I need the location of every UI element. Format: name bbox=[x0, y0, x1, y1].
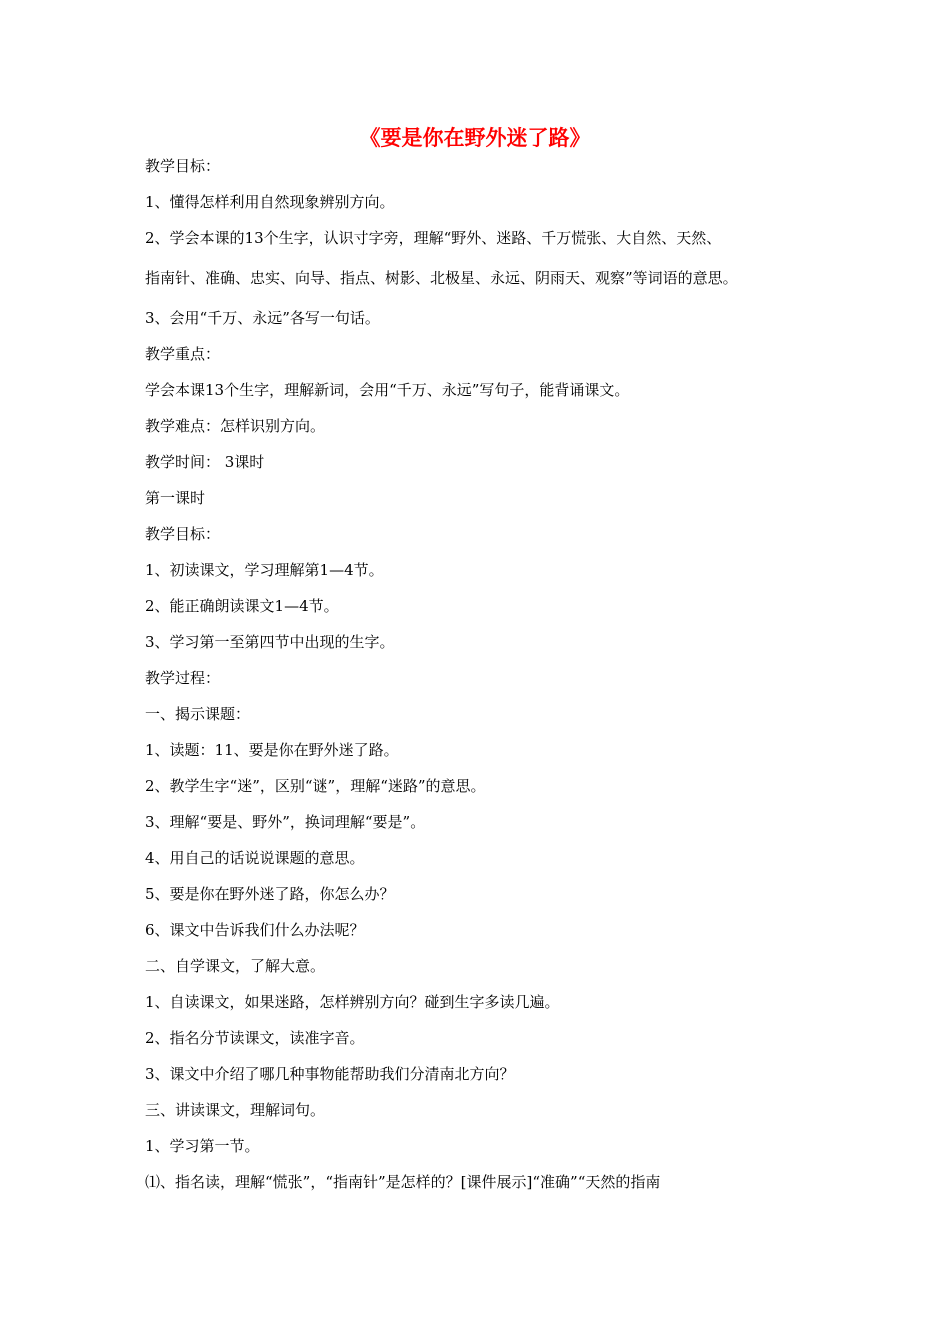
part-one-item-1: 1、读题：11、要是你在野外迷了路。 bbox=[145, 741, 399, 759]
lesson-goal-item-2: 2、能正确朗读课文1—4节。 bbox=[145, 597, 339, 615]
part-two-item-1: 1、自读课文，如果迷路，怎样辨别方向？碰到生字多读几遍。 bbox=[145, 993, 560, 1011]
document-title: 《要是你在野外迷了路》 bbox=[359, 126, 591, 150]
part-three-subitem-1: ⑴、指名读，理解“慌张”，“指南针”是怎样的？[课件展示]“准确”“天然的指南 bbox=[145, 1173, 661, 1191]
lesson-goals-heading: 教学目标： bbox=[145, 525, 221, 543]
lesson-goal-item-1: 1、初读课文，学习理解第1—4节。 bbox=[145, 561, 384, 579]
process-heading: 教学过程： bbox=[145, 669, 221, 687]
goal-item-2: 2、学会本课的13个生字，认识寸字旁，理解“野外、迷路、千万慌张、大自然、天然、 bbox=[145, 229, 722, 247]
section-heading-teaching-goals: 教学目标： bbox=[145, 157, 221, 175]
part-one-item-4: 4、用自己的话说说课题的意思。 bbox=[145, 849, 365, 867]
part-two-item-2: 2、指名分节读课文，读准字音。 bbox=[145, 1029, 365, 1047]
lesson-one-heading: 第一课时 bbox=[145, 489, 206, 507]
section-heading-key-points: 教学重点： bbox=[145, 345, 221, 363]
difficulty-text: 教学难点：怎样识别方向。 bbox=[145, 417, 326, 435]
part-one-item-2: 2、教学生字“迷”，区别“谜”，理解“迷路”的意思。 bbox=[145, 777, 486, 795]
goal-item-3: 3、会用“千万、永远”各写一句话。 bbox=[145, 309, 380, 327]
part-one-item-6: 6、课文中告诉我们什么办法呢？ bbox=[145, 921, 365, 939]
part-one-heading: 一、揭示课题： bbox=[145, 705, 251, 723]
part-two-item-3: 3、课文中介绍了哪几种事物能帮助我们分清南北方向？ bbox=[145, 1065, 515, 1083]
goal-item-1: 1、懂得怎样利用自然现象辨别方向。 bbox=[145, 193, 395, 211]
part-two-heading: 二、自学课文，了解大意。 bbox=[145, 957, 326, 975]
goal-item-2-continued: 指南针、准确、忠实、向导、指点、树影、北极星、永远、阴雨天、观察”等词语的意思。 bbox=[145, 269, 738, 287]
part-three-item-1: 1、学习第一节。 bbox=[145, 1137, 260, 1155]
part-one-item-3: 3、理解“要是、野外”，换词理解“要是”。 bbox=[145, 813, 426, 831]
part-three-heading: 三、讲读课文，理解词句。 bbox=[145, 1101, 326, 1119]
teaching-time-text: 教学时间： 3课时 bbox=[145, 453, 265, 471]
lesson-goal-item-3: 3、学习第一至第四节中出现的生字。 bbox=[145, 633, 395, 651]
key-points-text: 学会本课13个生字，理解新词，会用“千万、永远”写句子，能背诵课文。 bbox=[145, 381, 630, 399]
document-body bbox=[145, 148, 815, 1200]
part-one-item-5: 5、要是你在野外迷了路，你怎么办？ bbox=[145, 885, 395, 903]
